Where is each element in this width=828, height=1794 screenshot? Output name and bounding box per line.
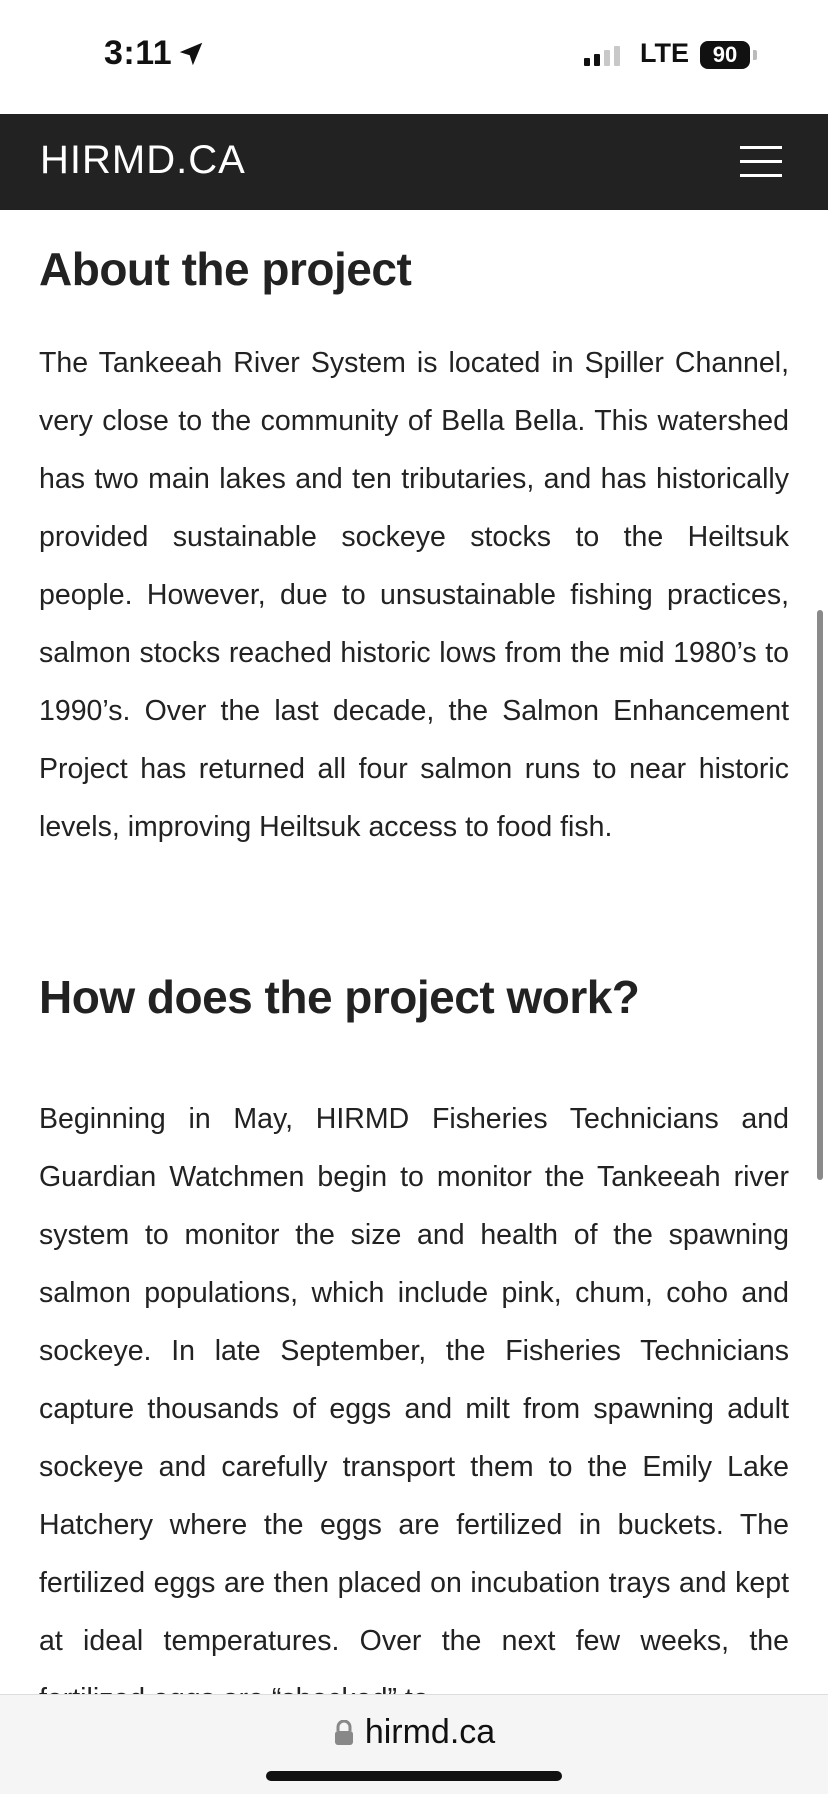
section-heading-about: About the project [39,243,412,295]
hamburger-menu-icon[interactable] [740,146,782,178]
section-body-about: The Tankeeah River System is located in Spiller Channel, very close to the community of Bella Bella. This watershed has two main lakes and ten tributaries, and has historically provided sustainable sockeye stocks to the Heiltsuk people. However, due to unsustainable fishing practices, salmon stocks reached historic lows from the mid 1980’s to 1990’s. Over the last decade, the Salmon Enhancement Project has returned all four salmon runs to near historic levels, improving Heiltsuk access to food fish. [39,347,789,843]
page-scrollbar[interactable] [817,610,823,1180]
section-body-how: Beginning in May, HIRMD Fisheries Technicians and Guardian Watchmen begin to monitor the Tankeeah river system to monitor the size and health of the spawning salmon populations, which include pink, chum, coho and sockeye. In late September, the Fisheries Technicians capture thousands of eggs and milt from spawning adult sockeye and carefully transport them to the Emily Lake Hatchery where the eggs are fertilized in buckets. The fertilized eggs are then placed on incubation trays and kept at ideal temperatures. Over the next few weeks, the [39,1103,789,1657]
time-text: 3:11 [104,34,173,72]
status-time [104,34,206,73]
site-header [0,114,828,210]
home-indicator[interactable] [266,1771,562,1781]
browser-address-bar[interactable] [0,1694,828,1794]
url-text[interactable]: hirmd.ca [364,1713,496,1751]
location-arrow-icon [176,39,206,69]
cellular-signal-icon [584,46,620,66]
battery-tip [753,50,757,60]
battery-level: 90 [712,42,738,67]
status-bar [0,0,828,114]
battery-icon [700,41,750,69]
url-container[interactable] [0,1713,828,1752]
site-logo[interactable]: HIRMD.CA [40,138,246,182]
network-type: LTE [640,38,689,68]
lock-icon [333,1720,355,1746]
section-heading-how: How does the project work? [39,971,640,1023]
